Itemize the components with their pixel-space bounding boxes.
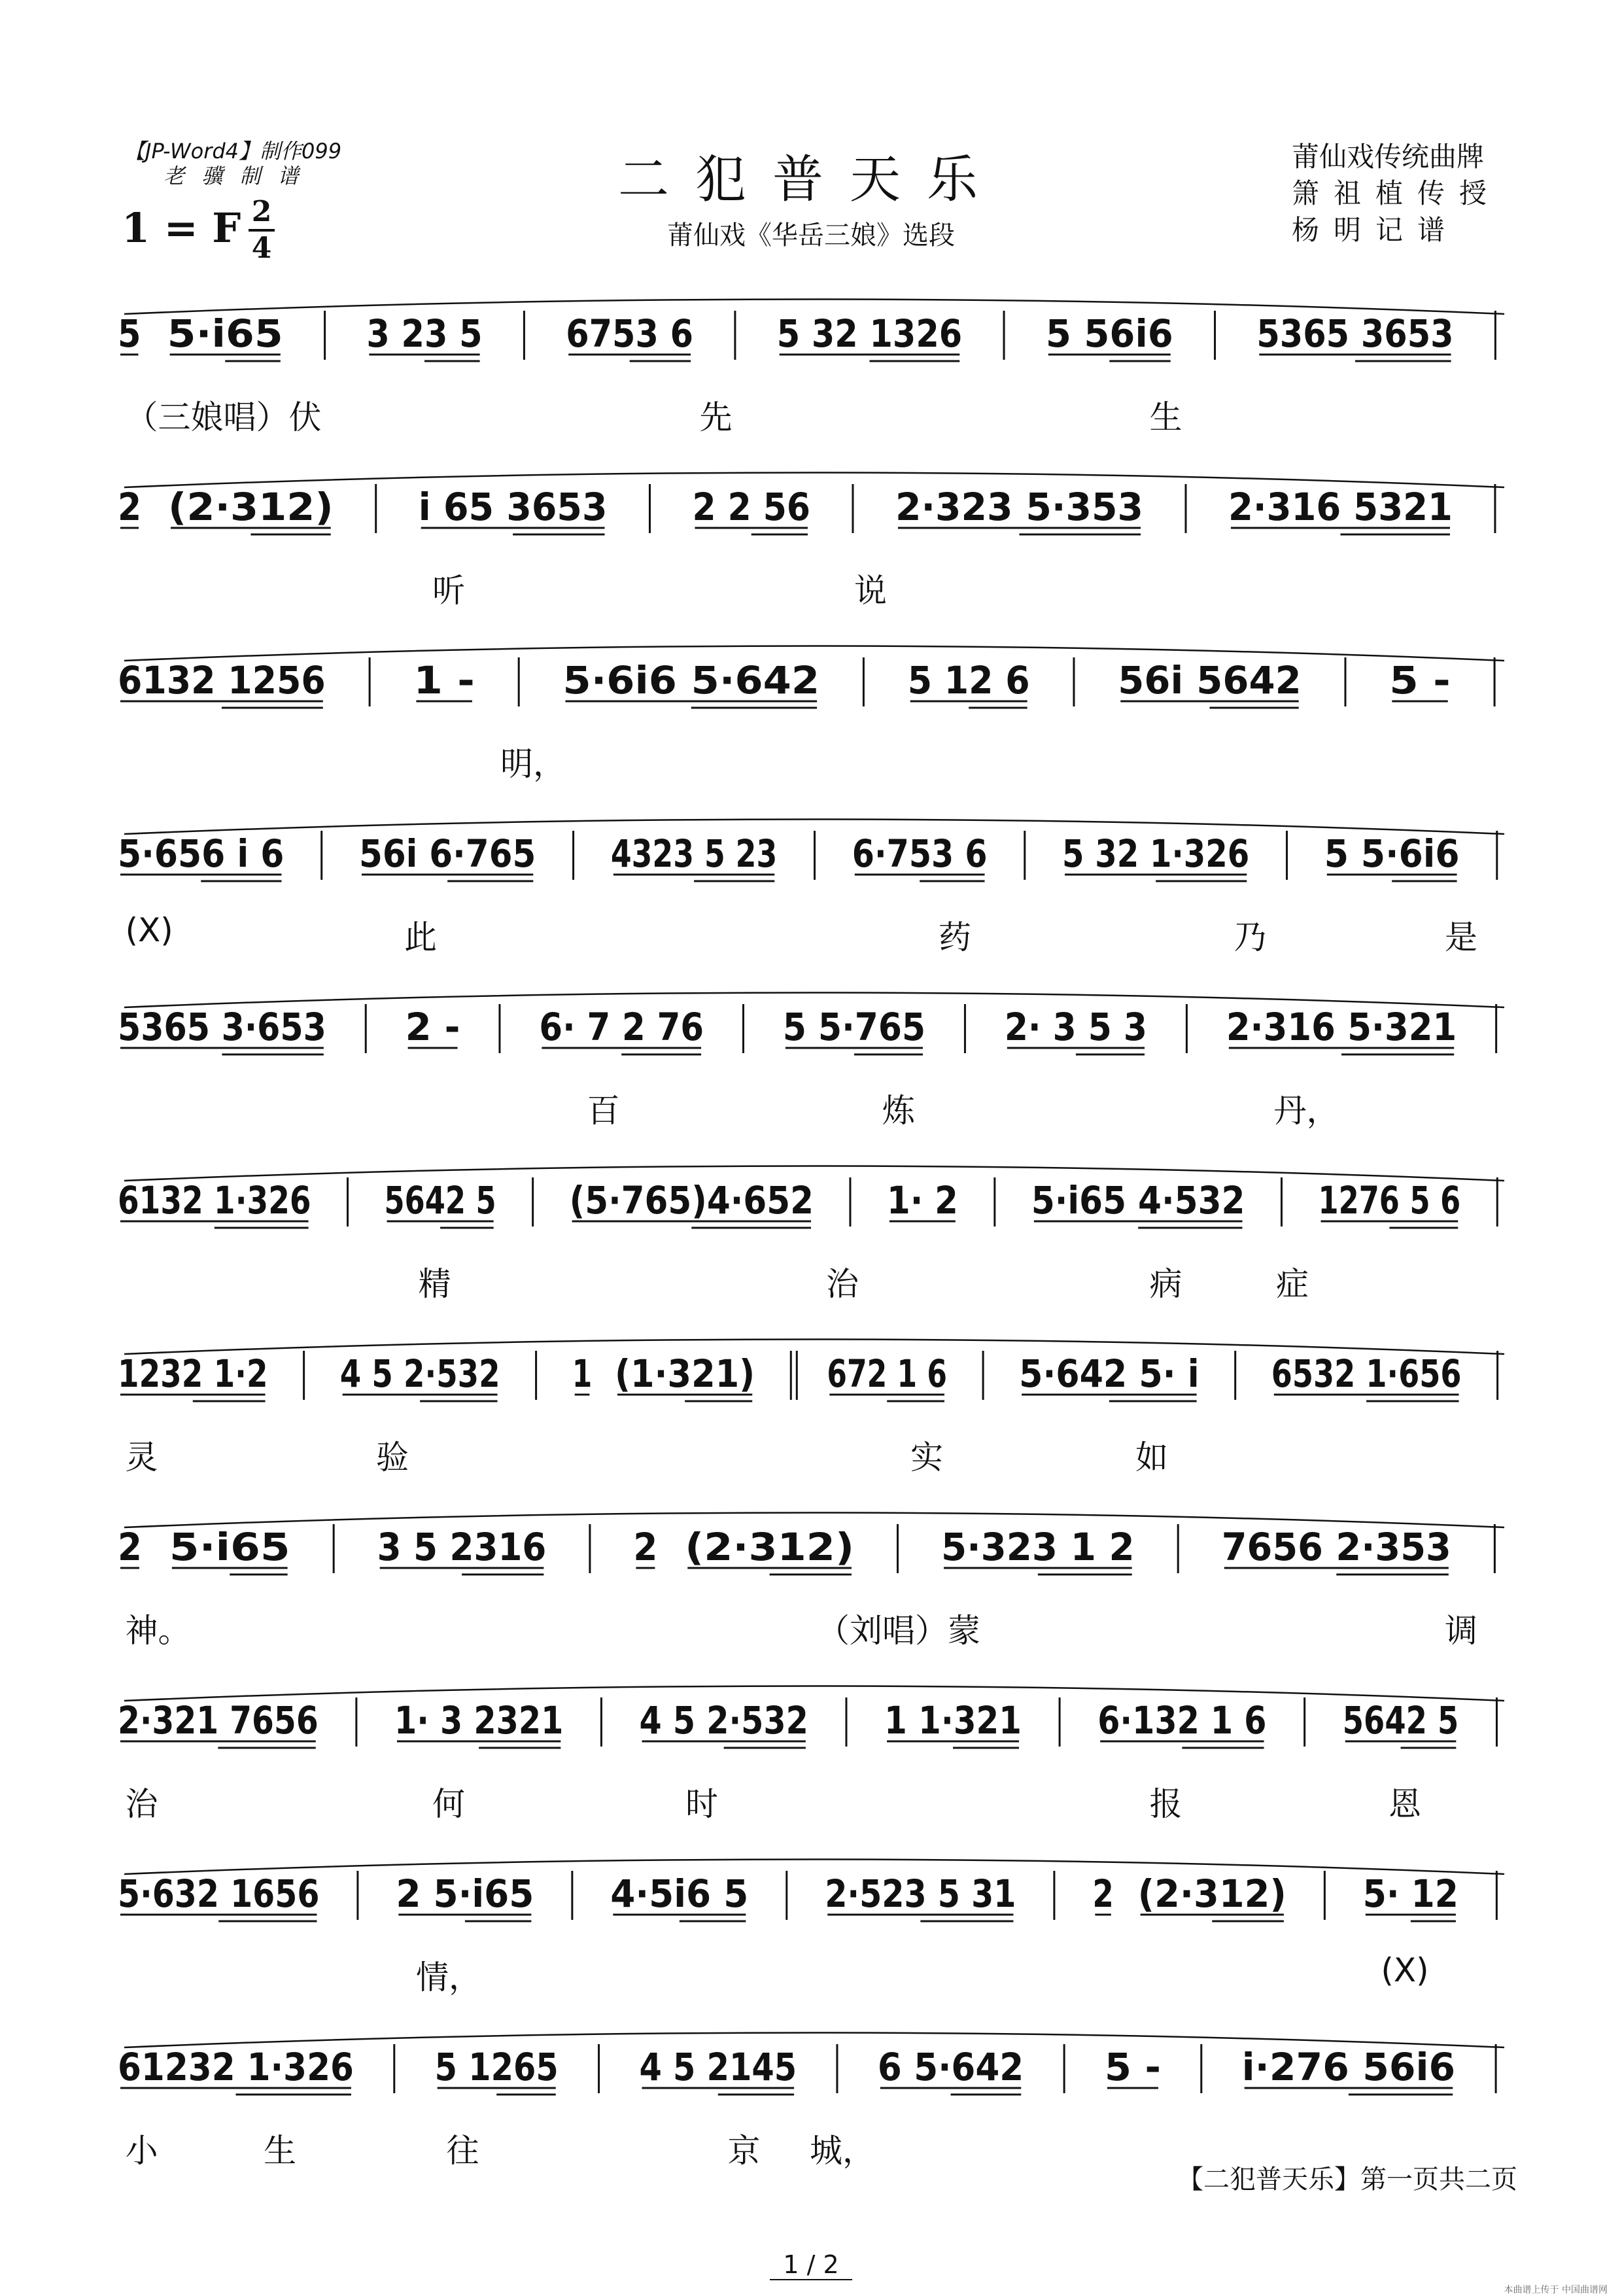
lyric-syllable: 炼 bbox=[882, 1092, 915, 1130]
lyric-syllable: 精 bbox=[418, 1265, 451, 1303]
lyric-syllable: 丹， bbox=[1273, 1092, 1339, 1130]
lyric-syllable: 情， bbox=[416, 1958, 481, 1996]
note-group: 5365 3·653 bbox=[118, 1005, 326, 1049]
lyric-syllable: 京 bbox=[727, 2132, 761, 2170]
lyric-syllable: 症 bbox=[1276, 1265, 1309, 1303]
notation-line bbox=[111, 635, 1517, 726]
note-group: 2·523 5 31 bbox=[825, 1871, 1016, 1916]
score-system bbox=[111, 1675, 1517, 1825]
lyric-syllable: 病 bbox=[1149, 1265, 1182, 1303]
note-group: (2·312) bbox=[685, 1525, 854, 1569]
note-group: 5 1265 bbox=[434, 2045, 559, 2089]
score-system bbox=[111, 1501, 1517, 1652]
note-group: 5642 5 bbox=[1342, 1698, 1459, 1743]
lyric-syllable: 听 bbox=[432, 572, 465, 610]
note-group: 5 - bbox=[1389, 658, 1451, 703]
slur-arc bbox=[124, 1860, 1504, 1875]
note-group: 5 32 1·326 bbox=[1062, 831, 1250, 876]
lyric-syllable: 恩 bbox=[1389, 1785, 1421, 1823]
lyric-syllable: （刘唱）蒙 bbox=[817, 1612, 980, 1650]
note-group: 5·656 i 6 bbox=[118, 831, 285, 876]
lyric-syllable: 报 bbox=[1149, 1785, 1182, 1823]
watermark: 本曲谱上传于 中国曲谱网 bbox=[1504, 2285, 1608, 2295]
lyric-syllable: 说 bbox=[854, 572, 887, 610]
note-group: 5642 5 bbox=[384, 1178, 496, 1223]
note-group: 2·316 5·321 bbox=[1226, 1005, 1457, 1049]
score-system bbox=[111, 1328, 1517, 1478]
note-group: (2·312) bbox=[1137, 1871, 1286, 1916]
lyric-syllable: 治 bbox=[826, 1265, 859, 1303]
note-group: 1276 5 6 bbox=[1318, 1178, 1461, 1223]
note-group: 1· 2 bbox=[886, 1178, 958, 1223]
lyric-syllable: 验 bbox=[376, 1438, 409, 1476]
note-group: 7656 2·353 bbox=[1221, 1525, 1451, 1569]
lyric-syllable: 先 bbox=[699, 398, 733, 436]
note-group: 56i 6·765 bbox=[358, 831, 536, 876]
lyric-syllable: 药 bbox=[939, 918, 971, 956]
key-signature: 1 = F bbox=[122, 204, 241, 252]
score-system bbox=[111, 635, 1517, 785]
page-number bbox=[0, 2250, 1622, 2279]
notation-line bbox=[111, 808, 1517, 899]
lyric-syllable: 城， bbox=[810, 2132, 875, 2170]
lyric-syllable: 明， bbox=[500, 745, 566, 783]
lyric-syllable: 此 bbox=[404, 918, 437, 956]
lyric-syllable: 如 bbox=[1135, 1438, 1168, 1476]
note-group: 672 1 6 bbox=[827, 1351, 948, 1396]
note-group: 5·642 5· i bbox=[1019, 1351, 1199, 1396]
lyric-syllable: 乃 bbox=[1234, 918, 1267, 956]
note-group: 5 5·6i6 bbox=[1324, 831, 1460, 876]
note-group: 6 5·642 bbox=[877, 2045, 1024, 2089]
note-group: 6· 7 2 76 bbox=[539, 1005, 704, 1049]
credit-transcriber: 杨明记谱 bbox=[1292, 214, 1460, 246]
lyric-syllable: 是 bbox=[1445, 918, 1477, 956]
notation-line bbox=[111, 288, 1517, 379]
score-system bbox=[111, 808, 1517, 958]
note-group: 3 5 2316 bbox=[377, 1525, 547, 1569]
lyric-syllable: 小 bbox=[125, 2132, 158, 2170]
lyric-syllable: 实 bbox=[910, 1438, 943, 1476]
note-group: 56i 5642 bbox=[1118, 658, 1302, 703]
note-group: 1 - bbox=[413, 658, 475, 703]
note-group: 6132 1·326 bbox=[118, 1178, 311, 1223]
score-system bbox=[111, 288, 1517, 438]
notation-line bbox=[111, 1155, 1517, 1246]
notation-line bbox=[111, 1675, 1517, 1766]
note-group: 5· 12 bbox=[1362, 1871, 1458, 1916]
note-group: 2 bbox=[633, 1525, 658, 1569]
note-group: 6·132 1 6 bbox=[1097, 1698, 1267, 1743]
note-group: 4 5 2145 bbox=[639, 2045, 797, 2089]
note-group: 5 12 6 bbox=[907, 658, 1030, 703]
lyric-syllable: 百 bbox=[587, 1092, 620, 1130]
note-group: 3 23 5 bbox=[366, 311, 483, 356]
note-group: 4 5 2·532 bbox=[639, 1698, 808, 1743]
lyric-syllable: 生 bbox=[264, 2132, 296, 2170]
slur-arc bbox=[124, 1686, 1504, 1701]
score-system bbox=[111, 981, 1517, 1132]
notation-line bbox=[111, 1501, 1517, 1593]
note-group: i·276 56i6 bbox=[1241, 2045, 1456, 2089]
lyric-syllable: 生 bbox=[1149, 398, 1182, 436]
note-group: (1·321) bbox=[614, 1351, 755, 1396]
note-group: 6·753 6 bbox=[852, 831, 988, 876]
note-group: 5 5·765 bbox=[782, 1005, 926, 1049]
note-group: 1232 1·2 bbox=[118, 1351, 268, 1396]
notation-line bbox=[111, 981, 1517, 1073]
note-group: 5 56i6 bbox=[1045, 311, 1173, 356]
note-group: 2 2 56 bbox=[692, 485, 810, 529]
note-group: 1 bbox=[572, 1351, 593, 1396]
lyric-syllable: (X) bbox=[1381, 1951, 1429, 1989]
lyric-syllable: （三娘唱）伏 bbox=[125, 398, 322, 436]
maker-line-2: 老 骥 制 谱 bbox=[164, 164, 304, 188]
note-group: 6532 1·656 bbox=[1271, 1351, 1462, 1396]
note-group: 2 bbox=[118, 485, 142, 529]
note-group: i 65 3653 bbox=[418, 485, 608, 529]
note-group: 2 bbox=[1092, 1871, 1114, 1916]
notation-line bbox=[111, 461, 1517, 553]
slur-arc bbox=[124, 1166, 1504, 1181]
note-group: 4323 5 23 bbox=[610, 831, 778, 876]
note-group: 5·323 1 2 bbox=[941, 1525, 1135, 1569]
lyric-syllable: 何 bbox=[432, 1785, 465, 1823]
credit-teacher: 箫祖植传授 bbox=[1292, 177, 1502, 209]
note-group: (5·765)4·652 bbox=[569, 1178, 814, 1223]
score-system bbox=[111, 2021, 1517, 2172]
lyric-syllable: 调 bbox=[1445, 1612, 1477, 1650]
lyric-syllable: (X) bbox=[125, 911, 173, 949]
score-system bbox=[111, 1155, 1517, 1305]
notation-line bbox=[111, 2021, 1517, 2113]
lyric-syllable: 神。 bbox=[125, 1612, 191, 1650]
note-group: 4·5i6 5 bbox=[610, 1871, 749, 1916]
lyric-syllable: 时 bbox=[685, 1785, 718, 1823]
note-group: 5·i65 bbox=[169, 1525, 290, 1569]
note-group: 2 bbox=[118, 1525, 142, 1569]
note-group: 2 5·i65 bbox=[396, 1871, 534, 1916]
time-signature-bottom: 4 bbox=[251, 232, 272, 265]
note-group: 4 5 2·532 bbox=[339, 1351, 500, 1396]
note-group: 61232 1·326 bbox=[118, 2045, 354, 2089]
note-group: 2·321 7656 bbox=[118, 1698, 319, 1743]
note-group: 2·316 5321 bbox=[1228, 485, 1453, 529]
score-system bbox=[111, 1848, 1517, 1998]
note-group: 6753 6 bbox=[566, 311, 694, 356]
credits-block bbox=[1292, 139, 1501, 249]
score-system bbox=[111, 461, 1517, 612]
note-group: 5 32 1326 bbox=[776, 311, 963, 356]
score-subtitle: 莆仙戏《华岳三娘》选段 bbox=[667, 220, 955, 251]
score-title: 二犯普天乐 bbox=[617, 150, 1004, 209]
lyric-syllable: 治 bbox=[125, 1785, 158, 1823]
note-group: 5 bbox=[118, 311, 141, 356]
time-signature-top: 2 bbox=[251, 195, 272, 228]
lyric-syllable: 往 bbox=[446, 2132, 479, 2170]
note-group: 2 - bbox=[405, 1005, 460, 1049]
note-group: 5365 3653 bbox=[1256, 311, 1454, 356]
note-group: 6132 1256 bbox=[118, 658, 326, 703]
note-group: 1 1·321 bbox=[884, 1698, 1022, 1743]
maker-line-1: 【JP-Word4】制作099 bbox=[124, 139, 342, 164]
note-group: 2·323 5·353 bbox=[895, 485, 1144, 529]
lyric-syllable: 灵 bbox=[125, 1438, 158, 1476]
notation-line bbox=[111, 1848, 1517, 1939]
note-group: (2·312) bbox=[168, 485, 334, 529]
note-group: 5 - bbox=[1104, 2045, 1161, 2089]
note-group: 5·6i6 5·642 bbox=[562, 658, 820, 703]
note-group: 2· 3 5 3 bbox=[1004, 1005, 1148, 1049]
page-note: 【二犯普天乐】第一页共二页 bbox=[1177, 2165, 1517, 2195]
note-group: 1· 3 2321 bbox=[394, 1698, 564, 1743]
notation-line bbox=[111, 1328, 1517, 1419]
note-group: 5·632 1656 bbox=[118, 1871, 320, 1916]
note-group: 5·i65 4·532 bbox=[1031, 1178, 1245, 1223]
page-number-text: 1 / 2 bbox=[770, 2250, 852, 2280]
credit-tradition: 莆仙戏传统曲牌 bbox=[1292, 141, 1485, 173]
note-group: 5·i65 bbox=[167, 311, 283, 356]
